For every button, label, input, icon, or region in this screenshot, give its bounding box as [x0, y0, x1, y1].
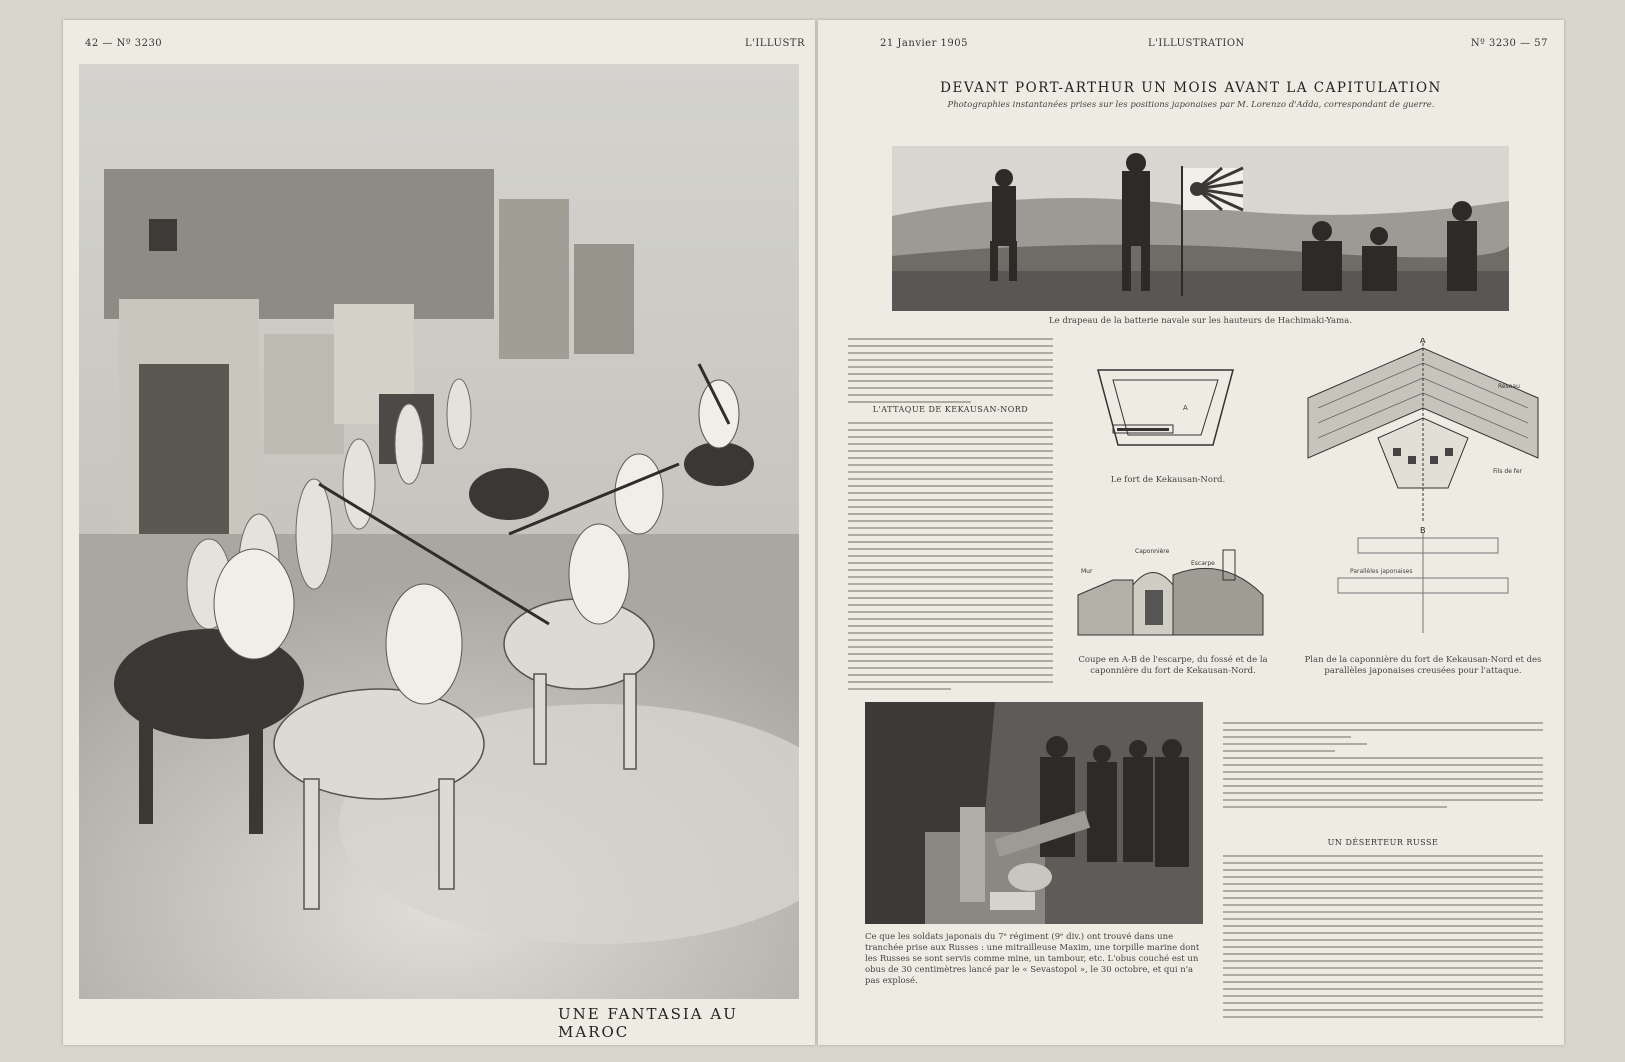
dialogue-text-column — [1223, 722, 1543, 813]
intro-text-column — [848, 338, 1053, 408]
trench-photo-drawing — [865, 702, 1203, 924]
caponniere-plan-caption: Plan de la caponnière du fort de Kekausan-Nord et des parallèles japonaises creusées pour l'attaque. — [1304, 655, 1542, 676]
plan-label-fil-de-fer: Fils de fer — [1493, 468, 1523, 475]
article-subtitle: Photographies instantanées prises sur les positions japonaises par M. Lorenzo d'Adda, correspondant de guerre. — [947, 100, 1435, 110]
plan-label-a: A — [1420, 338, 1426, 345]
escarp-section-drawing — [1073, 535, 1273, 645]
fort-plan-drawing — [1083, 350, 1253, 470]
attack-text-column — [848, 422, 1053, 695]
section-label-caponniere: Caponnière — [1135, 548, 1170, 555]
deserter-text-column — [1223, 855, 1543, 1023]
escarp-section-diagram — [1073, 535, 1273, 645]
section-label-mur: Mur — [1081, 568, 1093, 575]
caponniere-plan-diagram — [1298, 338, 1548, 638]
left-page-header-number: 42 — Nº 3230 — [85, 38, 163, 49]
flag-battery-photo — [892, 146, 1509, 311]
fantasia-illustration — [79, 64, 799, 999]
trench-photo — [865, 702, 1203, 924]
fort-plan-caption: Le fort de Kekausan-Nord. — [1110, 475, 1226, 485]
plan-label-reseau: Réseau — [1498, 383, 1520, 390]
caponniere-plan-drawing — [1298, 338, 1548, 638]
flag-battery-photo-drawing — [892, 146, 1509, 311]
escarp-section-caption: Coupe en A-B de l'escarpe, du fossé et de la caponnière du fort de Kekausan-Nord. — [1078, 655, 1268, 676]
left-page-header-title: L'ILLUSTR — [744, 38, 805, 49]
article-title: DEVANT PORT-ARTHUR UN MOIS AVANT LA CAPITULATION — [940, 80, 1442, 96]
section-label-escarpe: Escarpe — [1191, 560, 1215, 567]
left-page — [63, 20, 815, 1045]
section-heading-attack: L'ATTAQUE DE KEKAUSAN-NORD — [872, 405, 1029, 414]
plan-label-b: B — [1420, 526, 1426, 535]
right-page-header-date: 21 Janvier 1905 — [880, 38, 968, 49]
fort-plan-label-a: A — [1183, 404, 1188, 412]
flag-battery-caption: Le drapeau de la batterie navale sur les hauteurs de Hachimaki-Yama. — [1049, 316, 1352, 326]
fantasia-title: UNE FANTASIA AU MAROC — [558, 1005, 738, 1041]
fantasia-illustration-drawing — [79, 64, 799, 999]
right-page-header-number: Nº 3230 — 57 — [1470, 38, 1548, 49]
fort-plan-diagram — [1083, 350, 1253, 470]
right-page — [818, 20, 1564, 1045]
trench-photo-caption: Ce que les soldats japonais du 7ᵉ régiment (9ᵉ div.) ont trouvé dans une tranchée prise aux Russes : une mitrailleuse Maxim, une torpille marine dont les Russes se sont servis comme mine, un tambour, etc. L'obus couché est un obus de 30 centimètres lancé par le « Sevastopol », le 30 octobre, et qui n'a pas explosé. — [865, 932, 1200, 986]
section-heading-deserter: UN DÉSERTEUR RUSSE — [1327, 838, 1439, 847]
right-page-header-title: L'ILLUSTRATION — [1148, 38, 1245, 49]
plan-label-paralleles: Parallèles japonaises — [1350, 568, 1413, 575]
